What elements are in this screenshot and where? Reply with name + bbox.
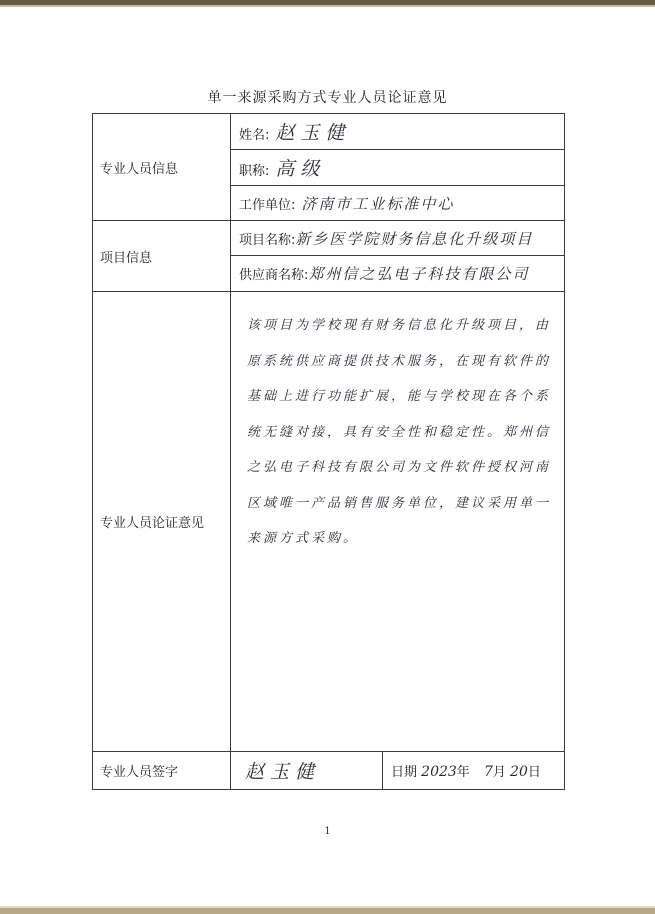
date-month: 7 bbox=[483, 764, 493, 780]
project-name-cell bbox=[231, 221, 565, 256]
page-number: 1 bbox=[324, 826, 331, 837]
employer-cell bbox=[231, 186, 565, 221]
project-name-value: 新乡医学院财务信息化升级项目 bbox=[295, 229, 534, 248]
supplier-value: 郑州信之弘电子科技有限公司 bbox=[308, 265, 530, 283]
name-row bbox=[93, 114, 565, 150]
name-cell bbox=[231, 114, 565, 150]
date-day: 20 bbox=[510, 764, 528, 780]
date-year: 2023 bbox=[421, 764, 457, 780]
expert-opinion-form bbox=[92, 113, 565, 790]
project-name-label: 项目名称: bbox=[239, 232, 296, 248]
employer-label: 工作单位: bbox=[239, 197, 296, 213]
supplier-label: 供应商名称: bbox=[239, 268, 309, 283]
title-value: 高级 bbox=[275, 158, 326, 180]
page-frame-bottom bbox=[0, 908, 655, 914]
name-value: 赵玉健 bbox=[275, 122, 351, 144]
title-label: 职称: bbox=[239, 164, 270, 179]
name-label: 姓名: bbox=[239, 128, 270, 143]
project-info-label: 项目信息 bbox=[93, 221, 231, 292]
opinion-row bbox=[93, 292, 565, 752]
opinion-text: 该项目为学校现有财务信息化升级项目，由原系统供应商提供技术服务，在现有软件的基础上进行功能扩展，能与学校现在各个系统无缝对接，具有安全性和稳定性。郑州信之弘电子科技有限公司为文件软件授权河南区域唯一产品销售服务单位，建议采用单一来源方式采购。 bbox=[231, 292, 565, 752]
project-name-row bbox=[93, 221, 565, 256]
date-day-unit: 日 bbox=[527, 765, 541, 780]
date-label: 日期 bbox=[391, 765, 418, 780]
document-title: 单一来源采购方式专业人员论证意见 bbox=[207, 90, 448, 106]
date-month-unit: 月 bbox=[492, 765, 506, 780]
signature-cell bbox=[231, 752, 383, 790]
signature-value: 赵玉健 bbox=[245, 761, 321, 783]
date-cell bbox=[383, 752, 565, 790]
page-frame-top-line bbox=[0, 5, 655, 7]
expert-info-label: 专业人员信息 bbox=[93, 114, 231, 221]
date-year-unit: 年 bbox=[456, 765, 470, 780]
supplier-cell bbox=[231, 256, 565, 292]
title-cell bbox=[231, 150, 565, 186]
employer-value: 济南市工业标准中心 bbox=[301, 194, 455, 213]
opinion-label: 专业人员论证意见 bbox=[93, 292, 231, 752]
signature-label: 专业人员签字 bbox=[93, 752, 231, 790]
signature-row bbox=[93, 752, 565, 790]
